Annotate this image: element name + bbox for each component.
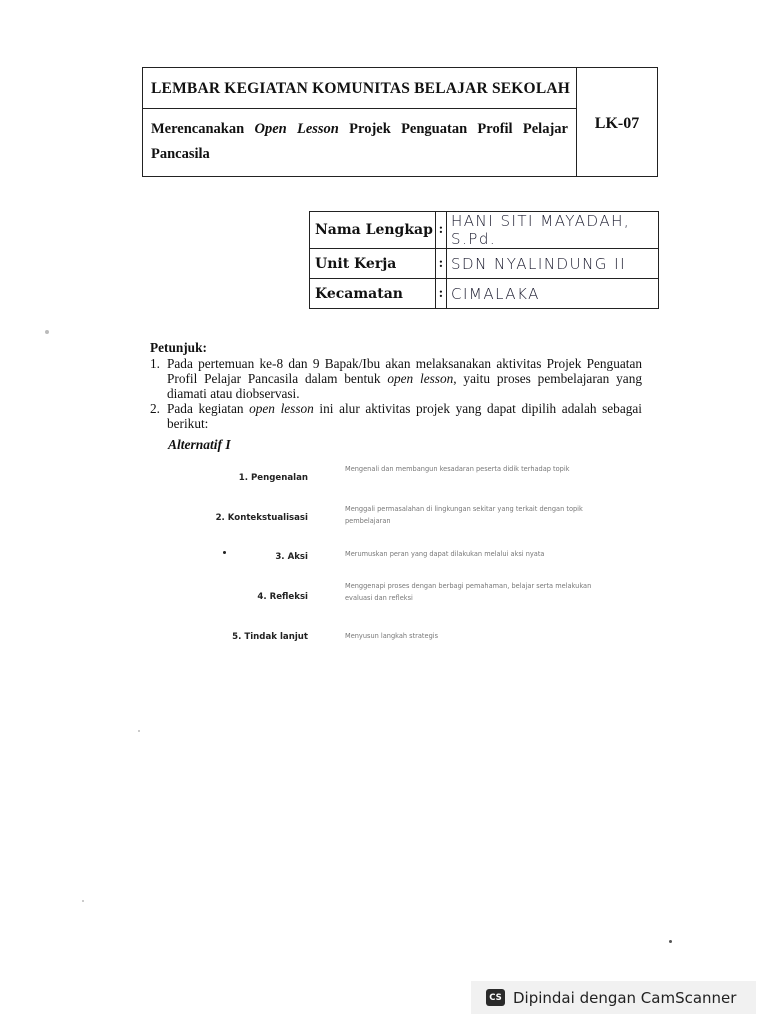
instruction-text: Pada kegiatan	[167, 401, 250, 416]
instructions	[150, 340, 642, 431]
identity-label: Nama Lengkap	[310, 212, 436, 249]
subtitle-part1: Merencanakan	[151, 121, 255, 137]
step-description: Menggali permasalahan di lingkungan sekitar yang terkait dengan topik pembelajaran	[345, 505, 583, 525]
instruction-italic: open lesson	[387, 371, 454, 386]
step-description: Merumuskan peran yang dapat dilakukan melalui aksi nyata	[345, 550, 545, 558]
scan-speck	[138, 730, 140, 732]
identity-colon: :	[436, 212, 447, 249]
subtitle-italic: Open Lesson	[254, 121, 339, 137]
step-label: 1. Pengenalan	[238, 473, 308, 483]
identity-label: Kecamatan	[310, 279, 436, 309]
step-label: 3. Aksi	[275, 552, 308, 562]
instruction-text: , yaitu proses pembelajaran yang diamati atau diobservasi.	[167, 371, 642, 401]
identity-row-district	[310, 279, 659, 309]
instructions-title: Petunjuk:	[150, 340, 207, 355]
identity-value-name: HANI SITI MAYADAH, S.Pd.	[447, 212, 659, 249]
step-tindak-lanjut	[200, 630, 600, 660]
identity-row-unit	[310, 249, 659, 279]
step-label: 5. Tindak lanjut	[232, 632, 308, 642]
identity-table	[309, 211, 659, 309]
instruction-italic: open lesson	[249, 401, 314, 416]
step-kontekstualisasi	[200, 503, 600, 533]
camscanner-text: Dipindai dengan CamScanner	[513, 988, 737, 1007]
instruction-item	[150, 356, 642, 401]
instruction-item	[150, 401, 642, 431]
step-description: Menggenapi proses dengan berbagi pemahaman, belajar serta melakukan evaluasi dan refleksi	[345, 582, 592, 602]
identity-value-unit: SDN NYALINDUNG II	[447, 249, 659, 279]
identity-colon: :	[436, 249, 447, 279]
worksheet-code: LK-07	[594, 115, 640, 132]
step-pengenalan	[200, 463, 600, 493]
instruction-number: 2.	[150, 401, 160, 416]
identity-label: Unit Kerja	[310, 249, 436, 279]
identity-value-district: CIMALAKA	[447, 279, 659, 309]
step-label: 4. Refleksi	[257, 592, 308, 602]
instruction-number: 1.	[150, 356, 160, 371]
camscanner-logo-icon: CS	[486, 989, 505, 1006]
step-description: Menyusun langkah strategis	[345, 632, 439, 640]
header-box	[142, 67, 658, 177]
instructions-list	[150, 356, 642, 431]
header-main	[143, 68, 577, 176]
subtitle-part2: Projek Penguatan Profil Pelajar Pancasila	[151, 121, 568, 162]
worksheet-subtitle	[143, 109, 576, 176]
alternative-title: Alternatif I	[168, 437, 231, 452]
identity-colon: :	[436, 279, 447, 309]
step-description: Mengenali dan membangun kesadaran peserta didik terhadap topik	[345, 465, 570, 473]
worksheet-title: LEMBAR KEGIATAN KOMUNITAS BELAJAR SEKOLAH	[143, 68, 576, 109]
step-label: 2. Kontekstualisasi	[215, 513, 308, 523]
instruction-text: Pada pertemuan ke-8 dan 9 Bapak/Ibu akan melaksanakan aktivitas Projek Penguatan Profil Pelajar Pancasila dalam bentuk	[167, 356, 642, 386]
step-aksi	[200, 548, 600, 578]
bullet-dot	[223, 551, 226, 554]
identity-row-name	[310, 212, 659, 249]
camscanner-watermark	[471, 981, 756, 1014]
scan-speck	[45, 330, 49, 334]
scan-speck	[669, 940, 672, 943]
step-refleksi	[200, 580, 600, 610]
scan-speck	[82, 900, 84, 902]
instruction-text: ini alur aktivitas projek yang dapat dipilih adalah sebagai berikut:	[167, 401, 642, 431]
